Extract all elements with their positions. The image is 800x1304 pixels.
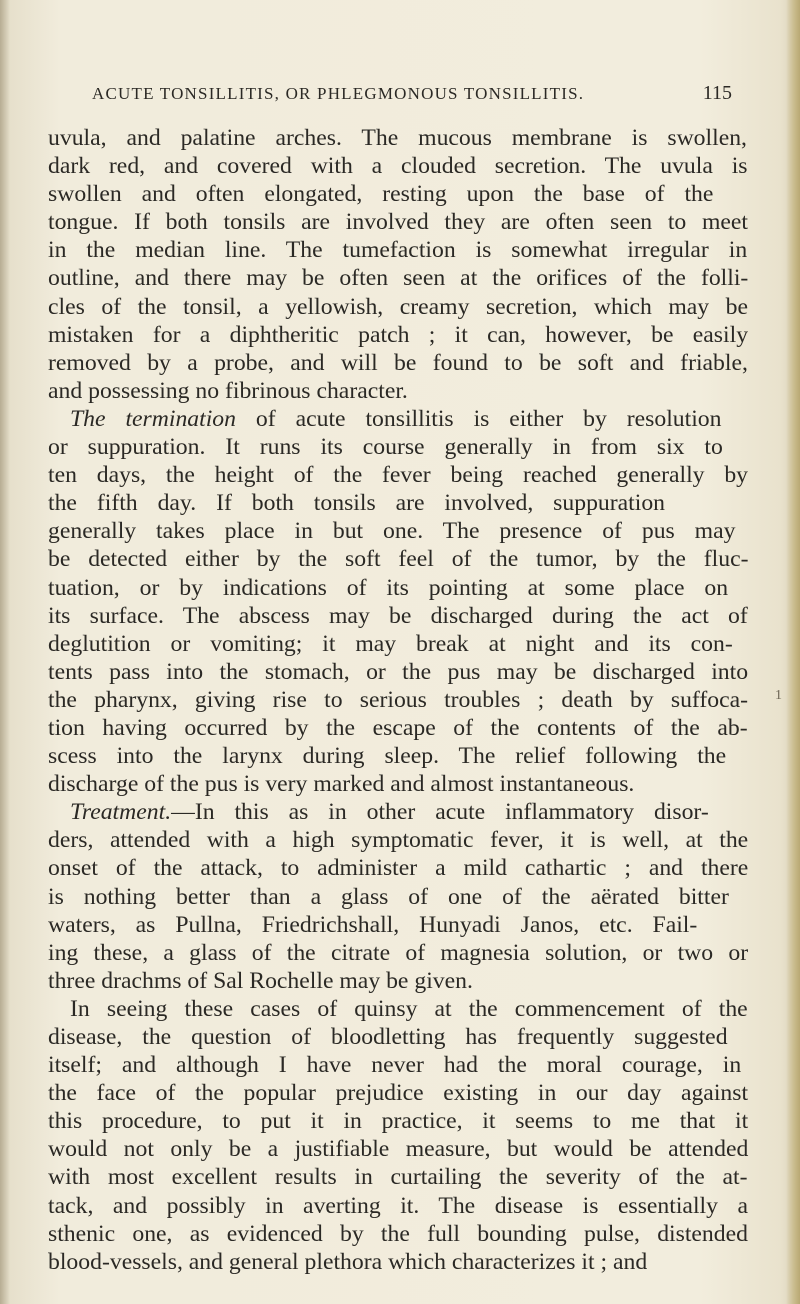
text-line: mistaken for a diphtheritic patch ; it can, however, be easily [48,321,749,348]
text-line: tack, and possibly in averting it. The disease is essentially a [48,1192,748,1219]
text-line: outline, and there may be often seen at the orifices of the folli- [48,265,749,292]
margin-mark: 1 [775,688,782,703]
text-line: uvula, and palatine arches. The mucous membrane is swollen, [48,125,747,151]
text-line: tuation, or by indications of its pointing at some place on [48,574,729,601]
paragraph-start-treatment [48,798,748,826]
text-line: and possessing no fibrinous character. [48,377,408,404]
text-line: blood-vessels, and general plethora which characterizes it ; and [48,1248,648,1275]
text-line: with most excellent results in curtailing the severity of the at- [48,1164,748,1191]
text-line: tents pass into the stomach, or the pus may be discharged into [48,658,749,685]
text-line: tongue. If both tonsils are involved they are often seen to meet [48,209,749,236]
text-line: onset of the attack, to administer a mild cathartic ; and there [48,855,749,882]
paragraph-start-termination [48,405,748,433]
text-line: in the median line. The tumefaction is somewhat irregular in [48,237,748,264]
text-line: the face of the popular prejudice existing in our day against [48,1080,749,1107]
text-line: the fifth day. If both tonsils are involved, suppuration [48,490,666,517]
body-text [48,124,748,1276]
text-line: disease, the question of bloodletting has frequently suggested [48,1024,728,1050]
text-line: discharge of the pus is very marked and almost instantaneous. [48,771,635,798]
binding-shadow [0,0,10,1304]
text-line: would not only be a justifiable measure, but would be attended [48,1136,749,1163]
text-line: ders, attended with a high symptomatic fever, it is well, at the [48,827,749,854]
text-line: tion having occurred by the escape of the contents of the ab- [48,714,748,741]
text-line: In seeing these cases of quinsy at the commencement of the [70,995,748,1022]
text-line: or suppuration. It runs its course generally in from six to [48,434,723,461]
text-line: ing these, a glass of the citrate of magnesia solution, or two or [48,939,749,966]
text-line: three drachms of Sal Rochelle may be given. [48,967,473,994]
text-line: generally takes place in but one. The presence of pus may [48,518,736,545]
page-number: 115 [702,82,732,104]
text-line: be detected either by the soft feel of the tumor, by the fluc- [48,546,749,573]
text-line: sthenic one, as evidenced by the full bounding pulse, distended [48,1220,748,1247]
text-line: this procedure, to put it in practice, it seems to me that it [48,1108,749,1135]
running-head: ACUTE TONSILLITIS, OR PHLEGMONOUS TONSILLITIS. [92,84,585,103]
text-line: the pharynx, giving rise to serious troubles ; death by suffoca- [48,686,749,713]
text-line: is nothing better than a glass of one of the aërated bitter [48,883,729,910]
text-line: ten days, the height of the fever being reached generally by [48,462,749,489]
page-header [92,84,732,114]
text-line: removed by a probe, and will be found to be soft and friable, [48,349,748,376]
text-line: its surface. The abscess may be discharged during the act of [48,602,748,629]
text-line: itself; and although I have never had the moral courage, in [48,1052,742,1079]
text-line: waters, as Pullna, Friedrichshall, Hunyadi Janos, etc. Fail- [48,911,698,938]
section-heading-treatment: Treatment. [70,799,172,826]
text-line: swollen and often elongated, resting upon the base of the [48,181,714,208]
text-line: dark red, and covered with a clouded secretion. The uvula is [48,153,748,180]
text-line: scess into the larynx during sleep. The relief following the [48,743,727,770]
page-edge [786,0,800,1304]
text-line: deglutition or vomiting; it may break at night and its con- [48,630,733,657]
section-heading-termination: The termination [70,405,236,432]
text-line: cles of the tonsil, a yellowish, creamy secretion, which may be [48,293,748,320]
text-run: of acute tonsillitis is either by resolution [236,405,722,432]
text-run: —In this as in other acute inflammatory disor- [171,799,709,826]
